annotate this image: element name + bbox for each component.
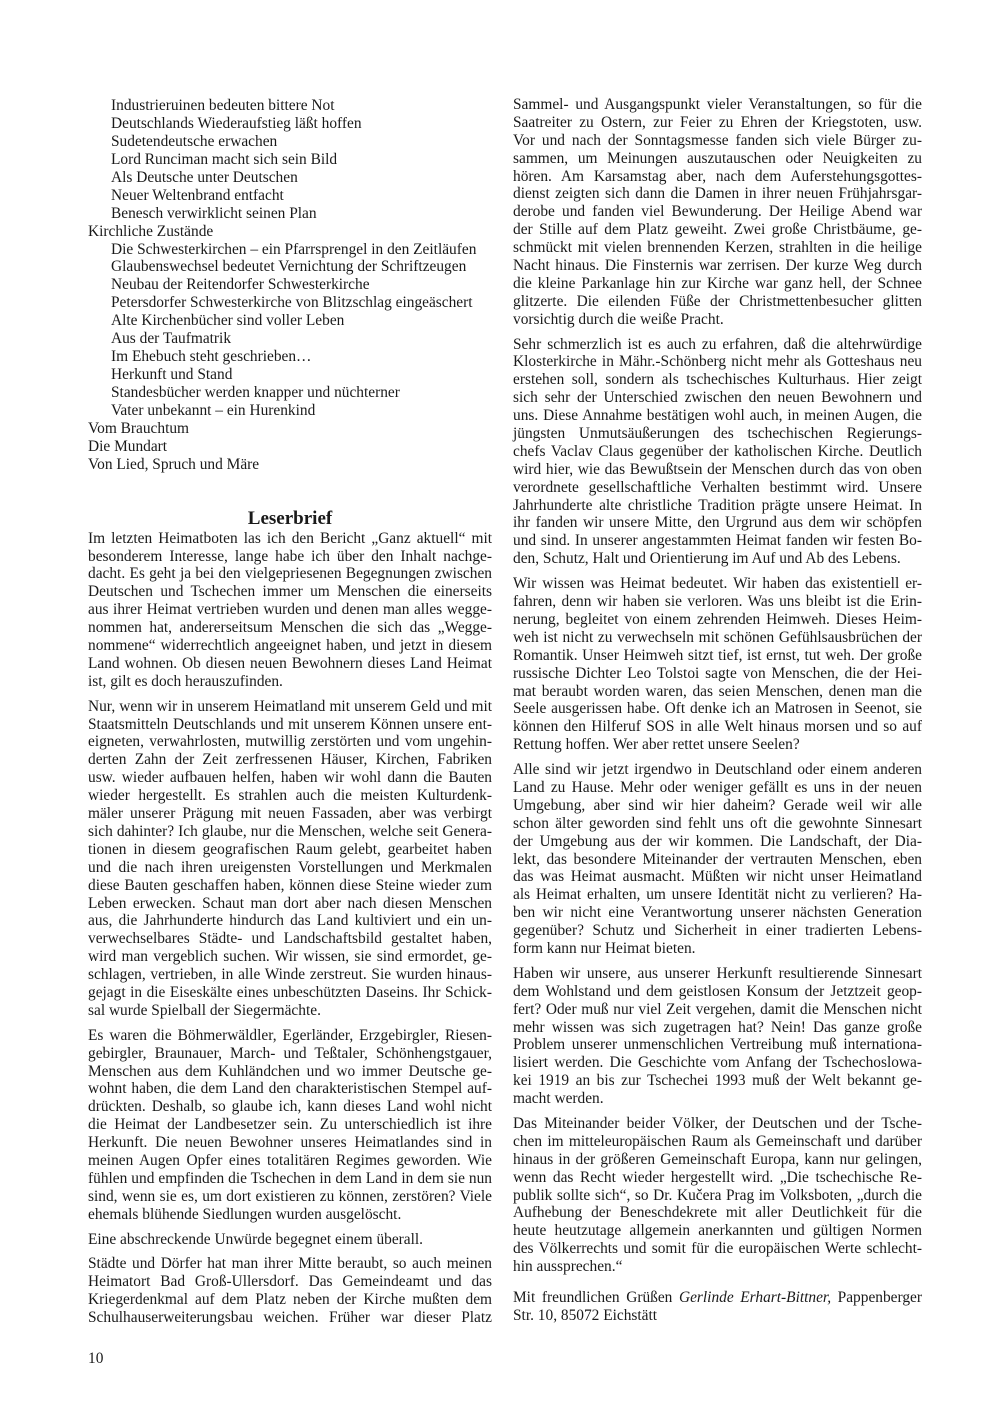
signature-line-1 <box>513 1289 922 1307</box>
text-line: sind, wenn sie es, um dort existieren zu können, zerstören? Viele <box>88 1187 492 1205</box>
text-line: form kann nur Heimat bieten. <box>513 939 696 957</box>
right-column <box>513 96 922 1325</box>
text-line: aus ihrer Heimat vertrieben wurden und denen man alles wegge- <box>88 601 492 619</box>
text-line: jüngsten Unmutsäußerungen des tschechischen Regierungs- <box>513 425 922 443</box>
text-line: publik sollte sich“, so Dr. Kučera Prag im Volksboten, „durch die <box>513 1186 922 1204</box>
text-line: sammen, um Meinungen auszutauschen oder Neuigkeiten zu <box>513 149 922 167</box>
toc-entry: Herkunft und Stand <box>111 366 233 384</box>
text-line: Problem unserer unmenschlichen Vertreibung muß internationa- <box>513 1036 922 1054</box>
text-line: gebirgler, Braunauer, March- und Teßtaler, Schönhengstgauer, <box>88 1044 492 1062</box>
text-line: der Umgebung aus der wir kommen. Die Landschaft, der Dia- <box>513 832 922 850</box>
text-line: nerung, begleitet von einem zehrenden Heimweh. Dieses Heim- <box>513 610 922 628</box>
text-line: Land wohnen. Ob diesen neuen Bewohnern dieses Land Heimat <box>88 654 492 672</box>
text-line: ihr fanden wir unsere Mitte, den Urgrund aus dem wir schöpfen <box>513 514 922 532</box>
paragraph <box>513 965 922 1108</box>
text-line: der Stille auf dem Platz geweiht. Zwei große Christbäume, ge- <box>513 221 922 239</box>
text-line: die Heimat der Landbesetzer sein. Zu unterschiedlich ist ihre <box>88 1116 492 1134</box>
text-line: aus, die Jahrhunderte hindurch das Land kultiviert und ein un- <box>88 912 492 930</box>
text-line: meinen Augen Opfer eines totalitären Regimes geworden. Wie <box>88 1151 492 1169</box>
paragraph <box>513 96 922 329</box>
text-line: Wir wissen was Heimat bedeutet. Wir haben das existentiell er- <box>513 575 922 593</box>
text-line: Es waren die Böhmerwäldler, Egerländer, Erzgebirgler, Riesen- <box>88 1026 492 1044</box>
text-line: Saatreiter zu Ostern, zur Feier zu Ehren der Kriegstoten, usw. <box>513 113 922 131</box>
text-line: wird hier, wie das Bewußtsein der Menschen durch das von oben <box>513 460 922 478</box>
author-name: Gerlinde Erhart-Bittner, <box>678 1289 832 1306</box>
text-line: weh ist nicht zu verwechseln mit schönen Gefühlsausbrüchen der <box>513 628 922 646</box>
text-line: hinaus in der größeren Gemeinschaft Europa, kann nur gelingen, <box>513 1150 922 1168</box>
text-line: dacht. Es geht ja bei den vielgepriesenen Begegnungen zwischen <box>88 565 492 583</box>
text-line: Aufhebung der Beneschdekrete mit aller Deutlichkeit für die <box>513 1204 922 1222</box>
text-line: usw. wieder aufbauen helfen, haben wir wohl dann die Bauten <box>88 769 492 787</box>
text-line: Umgebung, aber sind wir hier daheim? Gerade weil wir alle <box>513 796 922 814</box>
text-line: Jahrhunderte alte christliche Tradition prägte unsere Heimat. In <box>513 496 922 514</box>
text-line: heute heutzutage allgemein anerkannten und gültigen Normen <box>513 1222 922 1240</box>
text-line: fahren, denn wir haben sie verloren. Was uns bleibt ist die Erin- <box>513 593 922 611</box>
text-line: schon älter geworden sind fehlt uns oft die gewohnte Sinnesart <box>513 814 922 832</box>
text-line: mehr wissen was sich zugetragen hat? Nein! Das ganze große <box>513 1018 922 1036</box>
text-line: erstehen soll, sondern als tschechisches Kulturhaus. Hier zeigt <box>513 371 922 389</box>
text-line: fert? Oder muß nur viel Zeit vergehen, damit die Menschen nicht <box>513 1000 922 1018</box>
toc-entry: Vater unbekannt – ein Hurenkind <box>111 401 316 419</box>
text-line: hören. Am Karsamstag aber, nach dem Auferstehungsgottes- <box>513 167 922 185</box>
text-line: Haben wir unsere, aus unserer Herkunft resultierende Sinnesart <box>513 964 922 982</box>
toc-entry: Alte Kirchenbücher sind voller Leben <box>111 312 345 330</box>
paragraph <box>88 1255 492 1327</box>
paragraph <box>513 1115 922 1276</box>
text-line: kei 1919 an bis zur Tschechei 1993 muß der Welt bekannt ge- <box>513 1072 922 1090</box>
text-line: Menschen aus dem Kuhländchen und wo immer Deutsche ge- <box>88 1062 492 1080</box>
toc-entry: Als Deutsche unter Deutschen <box>111 168 298 186</box>
text-line: wenn das Recht wieder hergestellt wird. „Die tschechische Re- <box>513 1168 922 1186</box>
text-line: sal wurde Spielball der Siegermächte. <box>88 1001 321 1019</box>
text-line: Sehr schmerzlich ist es auch zu erfahren, daß die altehrwürdige <box>513 335 922 353</box>
address-part: Pappenberger <box>831 1289 922 1306</box>
text-line: Leben erwecken. Schaut man dort aber nach diesen Menschen <box>88 894 492 912</box>
toc-entry: Deutschlands Wiederaufstieg läßt hoffen <box>111 114 362 132</box>
paragraph <box>88 698 492 1020</box>
text-line: Eine abschreckende Unwürde begegnet einem überall. <box>88 1230 424 1248</box>
text-line: Alle sind wir jetzt irgendwo in Deutschland oder einem anderen <box>513 761 922 779</box>
text-line: das was Heimat ausmacht. Müßten wir nicht unser Heimatland <box>513 868 922 886</box>
text-line: Heimatort Bad Groß-Ullersdorf. Das Gemeindeamt und das <box>88 1273 492 1291</box>
text-line: als Heimat erhalten, um unsere Identität nicht zu verlieren? Ha- <box>513 886 922 904</box>
text-line: Nacht hinaus. Die Finsternis war zerrisen. Der kurze Weg durch <box>513 257 922 275</box>
toc-entry: Die Mundart <box>88 437 168 455</box>
text-line: lisiert werden. Die Geschichte vom Anfang der Tschechoslowa- <box>513 1054 922 1072</box>
toc-entry: Benesch verwirklicht seinen Plan <box>111 204 317 222</box>
text-line: russische Dichter Leo Tolstoi sagte von Menschen, die der Hei- <box>513 664 922 682</box>
toc-entry: Neubau der Reitendorfer Schwesterkirche <box>111 276 370 294</box>
text-line: drückten. Deshalb, so glaube ich, kann dieses Land wohl nicht <box>88 1098 492 1116</box>
text-line: Deutschen und Tschechen immer um Menschen die einerseits <box>88 583 492 601</box>
text-line: nommen hat, andererseitsum Menschen die sich das „Wegge- <box>88 619 492 637</box>
text-line: mat beraubt worden waren, das seien Menschen, denen man die <box>513 682 922 700</box>
text-line: uns. Diese Annahme bestätigen wohl auch, in meinen Augen, die <box>513 407 922 425</box>
text-line: gegenüber? Schutz und Sicherheit in einer tradierten Lebens- <box>513 922 922 940</box>
paragraph <box>513 761 922 958</box>
text-line: Kriegerdenkmal auf dem Platz neben der Kirche mußten dem <box>88 1291 492 1309</box>
text-line: verwechselbares Städte- und Landschaftsbild gestaltet haben, <box>88 930 492 948</box>
toc-entry: Die Schwesterkirchen – ein Pfarrsprengel in den Zeitläufen <box>111 240 477 258</box>
text-line: lekt, das besondere Miteinander der vertrauten Menschen, eben <box>513 850 922 868</box>
text-line: schmückt mit vielen brennenden Kerzen, strahlten in die heilige <box>513 239 922 257</box>
text-line: ehemals blühende Siedlungen wurden ausgelöscht. <box>88 1205 402 1223</box>
toc-entry: Standesbücher werden knapper und nüchterner <box>111 384 400 401</box>
signature <box>513 1289 922 1325</box>
text-line: mäler unserer Prägung mit neuen Fassaden, aber was verbirgt <box>88 805 492 823</box>
text-line: den, Schutz, Halt und Orientierung im Auf und Ab des Lebens. <box>513 550 901 568</box>
text-line: wieder hergestellt. Es strahlen auch die meisten Kulturdenk- <box>88 787 492 805</box>
toc-entry: Petersdorfer Schwesterkirche von Blitzschlag eingeäschert <box>111 294 473 312</box>
toc-entry: Aus der Taufmatrik <box>111 330 232 348</box>
left-column <box>88 97 492 1334</box>
text-line: Staatsmitteln Deutschlands und mit unserem Können unsere ent- <box>88 715 492 733</box>
toc-entry: Von Lied, Spruch und Märe <box>88 455 260 473</box>
text-line: gejagt in die Eiseskälte eines unbeschützten Daseins. Ihr Schick- <box>88 983 492 1001</box>
text-line: Sammel- und Ausgangspunkt vieler Veranstaltungen, so für die <box>513 96 922 113</box>
text-line: die kleine Parkanlage hin zur Kirche war ganz hell, der Schnee <box>513 274 922 292</box>
text-line: des Völkerrechts und somit für die europäischen Werte schlecht- <box>513 1240 922 1258</box>
text-line: schlagen, vertrieben, in alle Winde zerstreut. Sie wurden hinaus- <box>88 966 492 984</box>
text-line: derten Zahn der Zeit zerfressenen Häuser, Kirchen, Fabriken <box>88 751 492 769</box>
toc-entry: Industrieruinen bedeuten bittere Not <box>111 97 335 114</box>
paragraph <box>88 1231 492 1249</box>
text-line: Das Miteinander beider Völker, der Deutschen und der Tsche- <box>513 1114 922 1132</box>
text-line: derobe und fanden viel Bewunderung. Der Heilige Abend war <box>513 203 922 221</box>
text-line: tionen in diesem geografischen Raum gelebt, gearbeitet haben <box>88 840 492 858</box>
text-line: Schulhauserweiterungsbau weichen. Früher war dieser Platz <box>88 1309 492 1327</box>
text-line: besonderem Interesse, lange habe ich über den Inhalt nachge- <box>88 547 492 565</box>
paragraph <box>513 336 922 569</box>
toc-entry: Lord Runciman macht sich sein Bild <box>111 150 338 168</box>
text-line: Im letzten Heimatboten las ich den Bericht „Ganz aktuell“ mit <box>88 529 492 547</box>
text-line: Rettung hoffen. Wer aber rettet unsere Seelen? <box>513 736 800 754</box>
signature-line-2: Str. 10, 85072 Eichstätt <box>513 1306 658 1324</box>
greeting: Mit freundlichen Grüßen <box>513 1289 679 1306</box>
text-line: hin aussprechen.“ <box>513 1258 623 1276</box>
text-line: Land zu Hause. Mehr oder weniger gefällt es uns in der neuen <box>513 778 922 796</box>
text-line: glitzerte. Die eilenden Füße der Christmettenbesucher glitten <box>513 292 922 310</box>
toc-entry: Im Ehebuch steht geschrieben… <box>111 348 312 366</box>
text-line: verordnete gesellschaftliche Verhalten bestimmt wird. Unsere <box>513 478 922 496</box>
toc-entry: Vom Brauchtum <box>88 419 190 437</box>
text-line: fühlen und empfinden die Tschechen in dem Land in dem sie nun <box>88 1169 492 1187</box>
paragraph <box>513 575 922 754</box>
letter-heading: Leserbrief <box>247 507 333 529</box>
table-of-contents <box>88 97 492 474</box>
toc-entry: Neuer Weltenbrand entfacht <box>111 186 284 204</box>
text-line: dem Wohlstand und dem geistlosen Konsum der Jetztzeit geop- <box>513 982 922 1000</box>
letter-body-right <box>513 96 922 1276</box>
text-line: chen im mitteleuropäischen Raum als Gemeinschaft und darüber <box>513 1132 922 1150</box>
text-line: nommene“ widerrechtlich angeeignet haben, und jetzt in diesem <box>88 637 492 655</box>
text-line: macht werden. <box>513 1090 604 1108</box>
text-line: Romantik. Unser Heimweh sitzt tief, ist ernst, tut weh. Der große <box>513 646 922 664</box>
paragraph <box>88 1027 492 1224</box>
text-line: diese Bauten geschaffen haben, können diese Steine wieder zum <box>88 876 492 894</box>
paragraph <box>88 530 492 691</box>
text-line: vorsichtig durch die weiße Pracht. <box>513 310 724 328</box>
text-line: Seele ausgerissen habe. Oft denke ich an Matrosen in Seenot, sie <box>513 700 922 718</box>
text-line: ist, gilt es doch herauszufinden. <box>88 672 283 690</box>
text-line: dienst zeigten sich dann die Damen in ihrer neuen Frühjahrsgar- <box>513 185 922 203</box>
toc-entry: Kirchliche Zustände <box>88 222 214 240</box>
toc-entry: Sudetendeutsche erwachen <box>111 132 278 150</box>
text-line: sich sehr der Unterschied zwischen den neuen Bewohnern und <box>513 389 922 407</box>
text-line: können den Hilferuf SOS in alle Welt hinaus morsen und so auf <box>513 718 922 736</box>
text-line: wird man vergeblich suchen. Wir wissen, sie sind ermordet, ge- <box>88 948 492 966</box>
text-line: Vor und nach der Sonntagsmesse fanden sich viele Bürger zu- <box>513 131 922 149</box>
text-line: ben wir nicht eine Verantwortung unserer nächsten Generation <box>513 904 922 922</box>
text-line: und die nach ihren ureigensten Vorstellungen und Merkmalen <box>88 858 492 876</box>
text-line: Herkunft. Die neuen Bewohner unseres Heimatlandes sind in <box>88 1134 492 1152</box>
toc-entry: Glaubenswechsel bedeutet Vernichtung der Schriftzeugen <box>111 258 467 276</box>
page-number: 10 <box>88 1350 104 1367</box>
text-line: Klosterkirche in Mähr.-Schönberg nicht mehr als Gotteshaus neu <box>513 353 922 371</box>
text-line: Nur, wenn wir in unserem Heimatland mit unserem Geld und mit <box>88 697 492 715</box>
text-line: wohnt haben, die dem Land den charakteristischen Stempel auf- <box>88 1080 492 1098</box>
letter-body-left <box>88 530 492 1327</box>
text-line: sich dahinter? Ich glaube, nur die Menschen, welche seit Genera- <box>88 822 492 840</box>
text-line: chefs Vaclav Claus gegenüber der katholischen Kirche. Deutlich <box>513 442 922 460</box>
text-line: und sind. In unserer angestammten Heimat fanden wir festen Bo- <box>513 532 922 550</box>
text-line: Städte und Dörfer hat man ihrer Mitte beraubt, so auch meinen <box>88 1255 492 1273</box>
text-line: eigneten, verwahrlosten, mutwillig zerstörten und vom ungehin- <box>88 733 492 751</box>
